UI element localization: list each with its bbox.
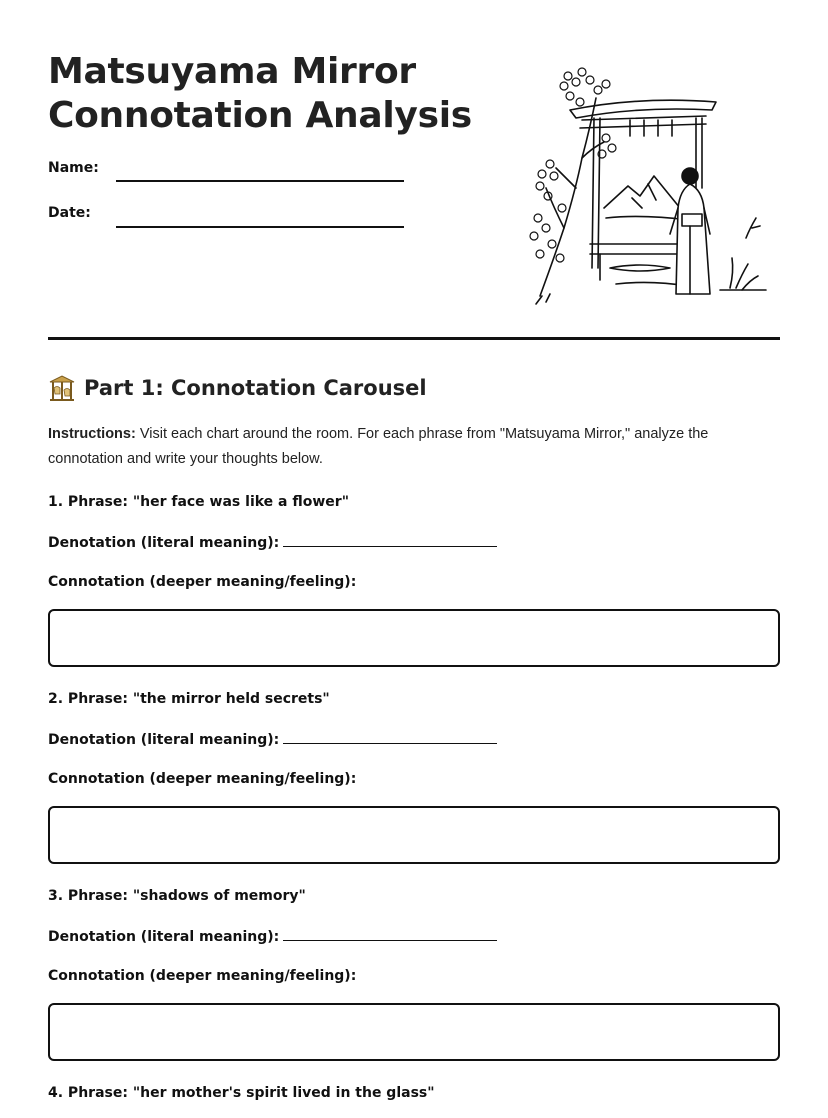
section-divider [48, 337, 780, 340]
phrase-3-denotation [48, 928, 497, 945]
denotation-blank[interactable] [283, 731, 497, 744]
phrase-1-connotation-label: Connotation (deeper meaning/feeling): [48, 574, 357, 590]
denotation-blank[interactable] [283, 928, 497, 941]
name-field[interactable] [116, 180, 404, 182]
phrase-4-label: 4. Phrase: "her mother's spirit lived in the glass" [48, 1085, 435, 1101]
part1-heading-text: Part 1: Connotation Carousel [84, 376, 427, 400]
phrase-1-denotation [48, 534, 497, 551]
phrase-3-label: 3. Phrase: "shadows of memory" [48, 888, 306, 904]
title-line-2: Connotation Analysis [48, 95, 472, 136]
phrase-3-connotation-label: Connotation (deeper meaning/feeling): [48, 968, 357, 984]
denotation-label: Denotation (literal meaning): [48, 732, 280, 748]
phrase-2-label: 2. Phrase: "the mirror held secrets" [48, 691, 330, 707]
denotation-blank[interactable] [283, 534, 497, 547]
title-line-1: Matsuyama Mirror [48, 51, 416, 92]
date-label: Date: [48, 205, 91, 221]
instructions-text: Visit each chart around the room. For each phrase from "Matsuyama Mirror," analyze the connotation and write your thoughts below. [48, 426, 709, 467]
phrase-3-answer-box[interactable] [48, 1003, 780, 1061]
phrase-2-connotation-label: Connotation (deeper meaning/feeling): [48, 771, 357, 787]
part1-heading [48, 374, 427, 402]
instructions-label: Instructions: [48, 426, 136, 442]
worksheet-title [48, 50, 472, 138]
instructions [48, 422, 768, 472]
phrase-1-answer-box[interactable] [48, 609, 780, 667]
denotation-label: Denotation (literal meaning): [48, 929, 280, 945]
carousel-icon [48, 374, 76, 402]
phrase-2-answer-box[interactable] [48, 806, 780, 864]
phrase-1-label: 1. Phrase: "her face was like a flower" [48, 494, 349, 510]
name-label: Name: [48, 160, 99, 176]
date-field[interactable] [116, 226, 404, 228]
denotation-label: Denotation (literal meaning): [48, 535, 280, 551]
japanese-garden-illustration [520, 58, 774, 308]
phrase-2-denotation [48, 731, 497, 748]
